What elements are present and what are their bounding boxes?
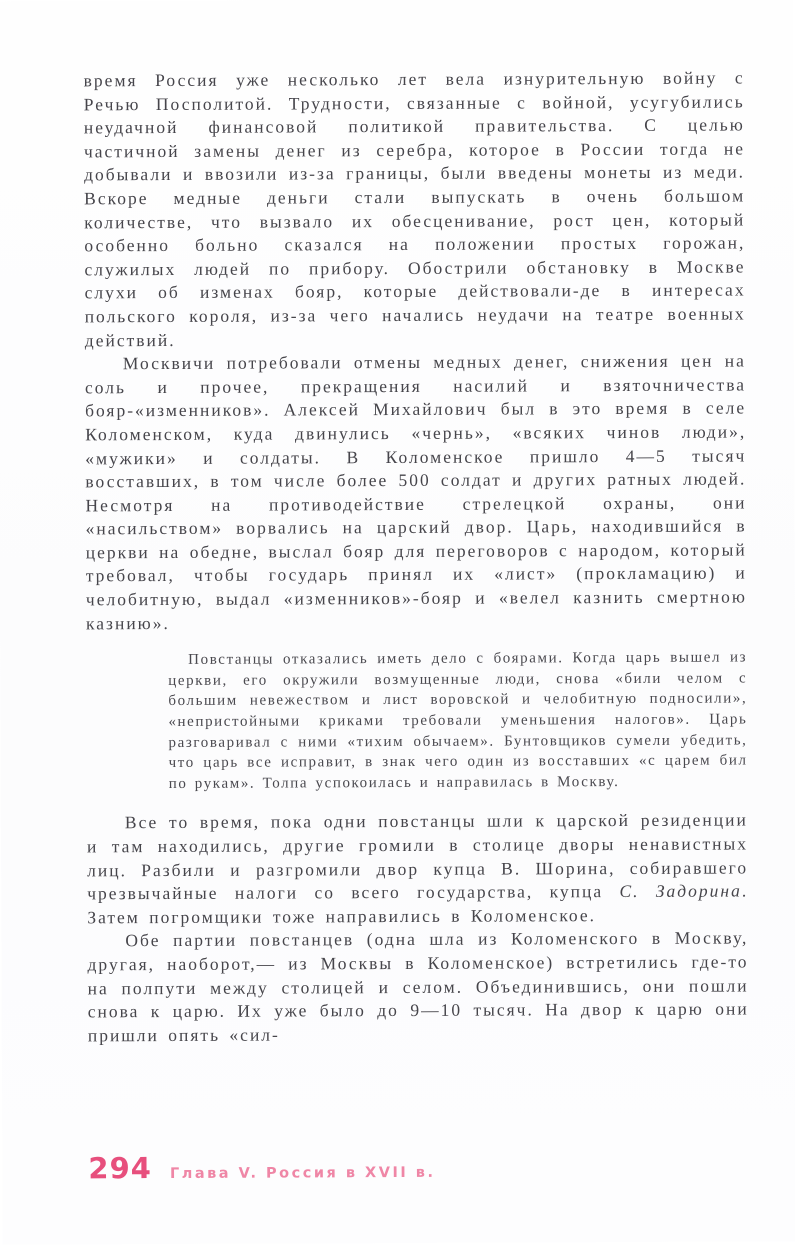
text-segment: . Затем погромщики тоже направились в Коломенское.: [87, 880, 749, 928]
italicized-name: С. Задорина: [619, 880, 742, 902]
text-segment: Москвичи потребовали отмены медных денег, снижения цен на соль и прочее, прекращения насилий и взяточничества бояр-«изменников». Алексей Михайлович был в это время в селе Коломенском, куда двинулись «чернь», «всяких чинов люди», «мужики» и солдаты. В Коломенское пришло 4—5 тысяч восставших, в том числе более 500 солдат и других ратных людей. Несмотря на противодействие стрелецкой охраны, они «насильством» ворвались на царский двор. Царь, находившийся в церкви на обедне, выслал бояр для переговоров с народом, который требовал, чтобы государь принял их «лист» (прокламацию) и челобитную, выдал «изменников»-бояр и «велел казнить смертною казнию».: [84, 350, 747, 634]
body-paragraph: [87, 927, 749, 1048]
body-paragraph: [85, 350, 747, 636]
chapter-title: Глава V. Россия в XVII в.: [169, 1164, 436, 1182]
text-segment: Повстанцы отказались иметь дело с боярами. Когда царь вышел из церкви, его окружили возмущенные люди, снова «били челом с большим невежеством и лист воровской и челобитную подносили», «непристойными криками требовали уменьшения налогов». Царь разговаривал с ними «тихим обычаем». Бунтовщиков сумели убедить, что царь все исправит, в знак чего один из восставших «с царем бил по рукам». Толпа успокоилась и направилась в Москву.: [168, 649, 748, 792]
text-segment: Все то время, пока одни повстанцы шли к царской резиденции и там находились, другие громили в столице дворы ненавистных лиц. Разбили и разгромили двор купца В. Шорина, собиравшего чрезвычайные налоги со всего государства, купца: [86, 809, 749, 904]
body-paragraph: [84, 66, 746, 352]
page-number: 294: [88, 1151, 153, 1186]
text-block: [84, 66, 750, 1147]
text-segment: время Россия уже несколько лет вела изнурительную войну с Речью Посполитой. Трудности, связанные с войной, усугубились неудачной финансовой политикой правительства. С целью частичной замены денег из серебра, которое в России тогда не добывали и ввозили из-за границы, были введены монеты из меди. Вскоре медные деньги стали выпускать в очень большом количестве, что вызвало их обесценивание, рост цен, который особенно больно сказался на положении простых горожан, служилых людей по прибору. Обострили обстановку в Москве слухи об изменах бояр, которые действовали-де в интересах польского короля, из-за чего начались неудачи на театре военных действий.: [83, 67, 746, 350]
quote-paragraph: [168, 648, 748, 795]
body-paragraph: [87, 809, 749, 930]
text-segment: Обе партии повстанцев (одна шла из Коломенского в Москву, другая, наоборот,— из Москвы в Коломенское) встретились где-то на полпути между столицей и селом. Объединившись, они пошли снова к царю. Их уже было до 9—10 тысяч. На двор к царю они пришли опять «сил-: [87, 927, 749, 1046]
page-footer: [88, 1150, 435, 1186]
